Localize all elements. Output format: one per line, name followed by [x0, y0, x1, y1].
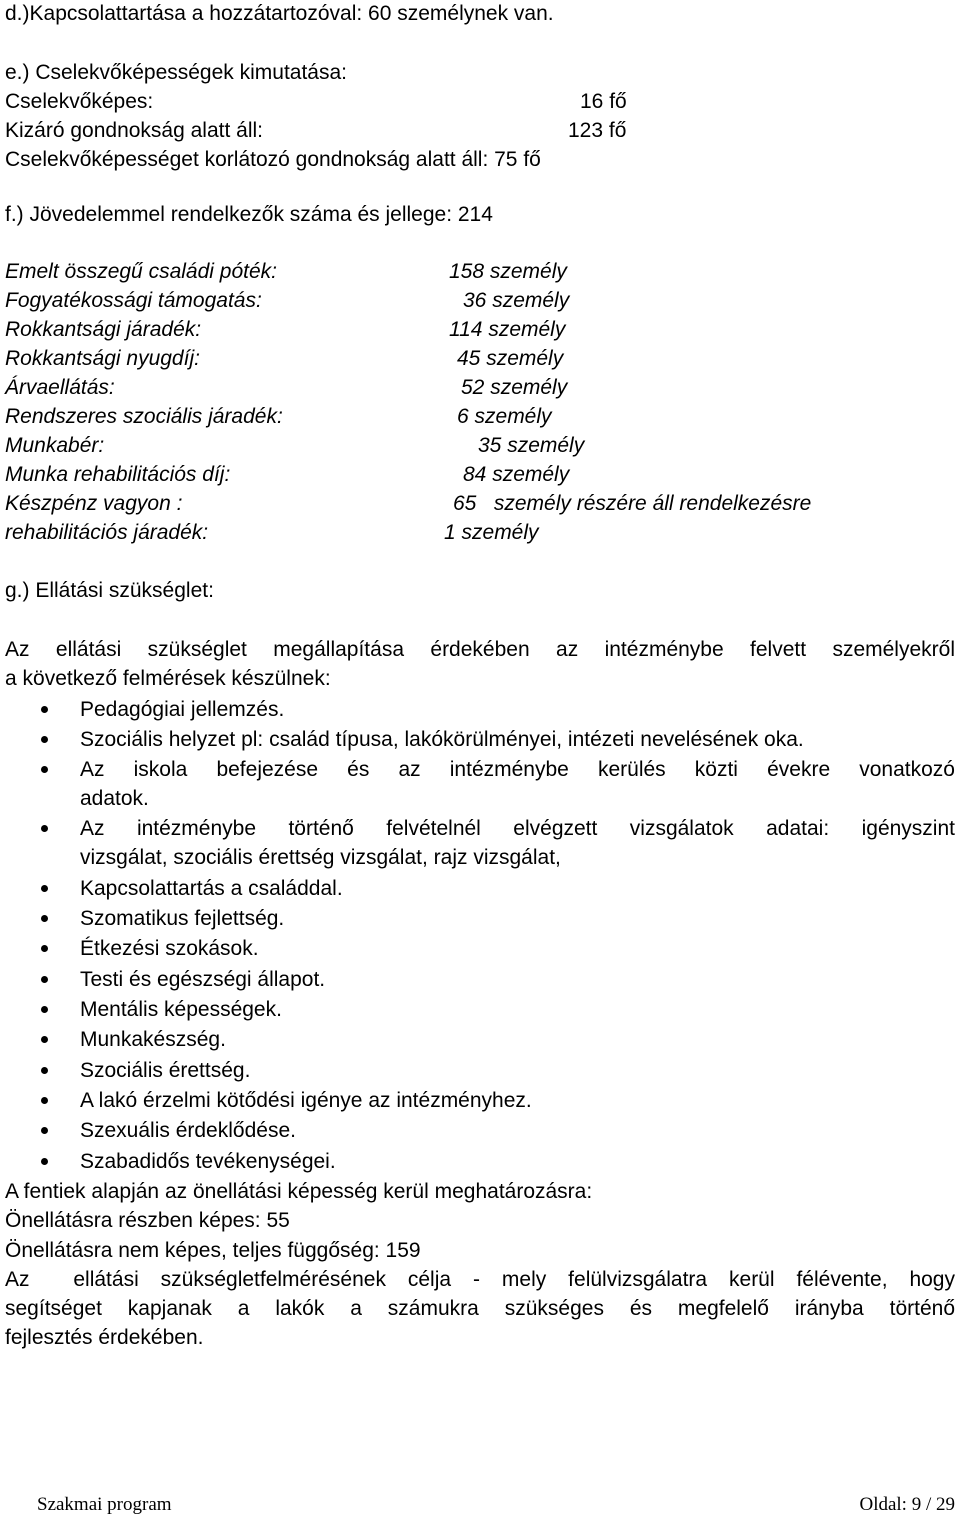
- section-e-label: Kizáró gondnokság alatt áll:: [5, 119, 263, 142]
- assessment-partial: Önellátásra részben képes: 55: [5, 1209, 290, 1232]
- section-g-intro: Az ellátási szükséglet megállapítása érdekében az intézménybe felvett személyekről: [5, 638, 955, 661]
- section-e-title: e.) Cselekvőképességek kimutatása:: [5, 61, 347, 84]
- income-type-value: 36 személy: [463, 289, 570, 312]
- closing-paragraph-line: segítséget kapjanak a lakók a számukra szükséges és megfelelő irányba történő: [5, 1297, 955, 1320]
- bullet-item: Pedagógiai jellemzés.: [80, 698, 285, 721]
- income-type-value: 65 személy részére áll rendelkezésre: [453, 492, 812, 515]
- section-g-intro: a következő felmérések készülnek:: [5, 667, 331, 690]
- bullet-icon: [41, 885, 48, 892]
- bullet-icon: [41, 1127, 48, 1134]
- footer-document-title: Szakmai program: [37, 1494, 172, 1515]
- section-f-title: f.) Jövedelemmel rendelkezők száma és jellege: 214: [5, 203, 493, 226]
- section-e-label: Cselekvőképes:: [5, 90, 154, 113]
- bullet-icon: [41, 1097, 48, 1104]
- income-type-label: Fogyatékossági támogatás:: [5, 289, 262, 312]
- income-type-label: Munkabér:: [5, 434, 105, 457]
- income-type-label: Árvaellátás:: [5, 376, 115, 399]
- section-g-title: g.) Ellátási szükséglet:: [5, 579, 214, 602]
- closing-paragraph-line: Az ellátási szükségletfelmérésének célja - mely felülvizsgálatra kerül félévente, hogy: [5, 1268, 955, 1291]
- section-d-line: d.)Kapcsolattartása a hozzátartozóval: 60 személynek van.: [5, 2, 554, 25]
- assessment-full-dependency: Önellátásra nem képes, teljes függőség: 159: [5, 1239, 421, 1262]
- bullet-item: Étkezési szokások.: [80, 937, 259, 960]
- income-type-value: 84 személy: [463, 463, 570, 486]
- bullet-item: Kapcsolattartás a családdal.: [80, 877, 343, 900]
- bullet-item: Szexuális érdeklődése.: [80, 1119, 296, 1142]
- bullet-icon: [41, 1036, 48, 1043]
- income-type-label: Rokkantsági nyugdíj:: [5, 347, 200, 370]
- bullet-icon: [41, 1067, 48, 1074]
- bullet-item: Szomatikus fejlettség.: [80, 907, 285, 930]
- bullet-item: Az intézménybe történő felvételnél elvégzett vizsgálatok adatai: igényszint: [80, 817, 955, 840]
- income-type-label: Rokkantsági járadék:: [5, 318, 202, 341]
- bullet-item: Mentális képességek.: [80, 998, 282, 1021]
- income-type-value: 6 személy: [457, 405, 552, 428]
- footer-page-number: [859, 1494, 955, 1516]
- section-e-label: Cselekvőképességet korlátozó gondnokság alatt áll: 75 fő: [5, 148, 541, 171]
- income-type-value: 114 személy: [449, 318, 566, 341]
- income-type-label: Emelt összegű családi póték:: [5, 260, 277, 283]
- bullet-item: Testi és egészségi állapot.: [80, 968, 326, 991]
- footer-page-separator: /: [921, 1494, 936, 1515]
- footer-page-prefix: Oldal:: [859, 1494, 912, 1515]
- income-type-label: rehabilitációs járadék:: [5, 521, 209, 544]
- bullet-icon: [41, 766, 48, 773]
- bullet-icon: [41, 1006, 48, 1013]
- income-type-value: 45 személy: [457, 347, 564, 370]
- income-type-value: 158 személy: [449, 260, 567, 283]
- bullet-icon: [41, 976, 48, 983]
- income-type-value: 1 személy: [444, 521, 539, 544]
- bullet-item: Szociális helyzet pl: család típusa, lakókörülményei, intézeti nevelésének oka.: [80, 728, 804, 751]
- income-type-value: 52 személy: [461, 376, 568, 399]
- section-e-value: 16 fő: [580, 90, 627, 113]
- footer-total-pages: 29: [936, 1494, 955, 1515]
- bullet-item: Munkakészség.: [80, 1028, 226, 1051]
- bullet-item: Szociális érettség.: [80, 1059, 251, 1082]
- bullet-icon: [41, 706, 48, 713]
- bullet-icon: [41, 825, 48, 832]
- bullet-icon: [41, 915, 48, 922]
- income-type-label: Rendszeres szociális járadék:: [5, 405, 283, 428]
- income-type-label: Készpénz vagyon :: [5, 492, 183, 515]
- bullet-item: A lakó érzelmi kötődési igénye az intézményhez.: [80, 1089, 532, 1112]
- assessment-intro: A fentiek alapján az önellátási képesség kerül meghatározásra:: [5, 1180, 593, 1203]
- bullet-item-continuation: vizsgálat, szociális érettség vizsgálat, rajz vizsgálat,: [80, 846, 561, 869]
- footer-current-page: 9: [911, 1494, 922, 1515]
- bullet-item: Szabadidős tevékenységei.: [80, 1150, 336, 1173]
- bullet-icon: [41, 945, 48, 952]
- income-type-label: Munka rehabilitációs díj:: [5, 463, 231, 486]
- bullet-icon: [41, 736, 48, 743]
- bullet-item-continuation: adatok.: [80, 787, 149, 810]
- bullet-item: Az iskola befejezése és az intézménybe kerülés közti évekre vonatkozó: [80, 758, 955, 781]
- section-e-value: 123 fő: [568, 119, 627, 142]
- bullet-icon: [41, 1158, 48, 1165]
- income-type-value: 35 személy: [478, 434, 585, 457]
- closing-paragraph-line: fejlesztés érdekében.: [5, 1326, 204, 1349]
